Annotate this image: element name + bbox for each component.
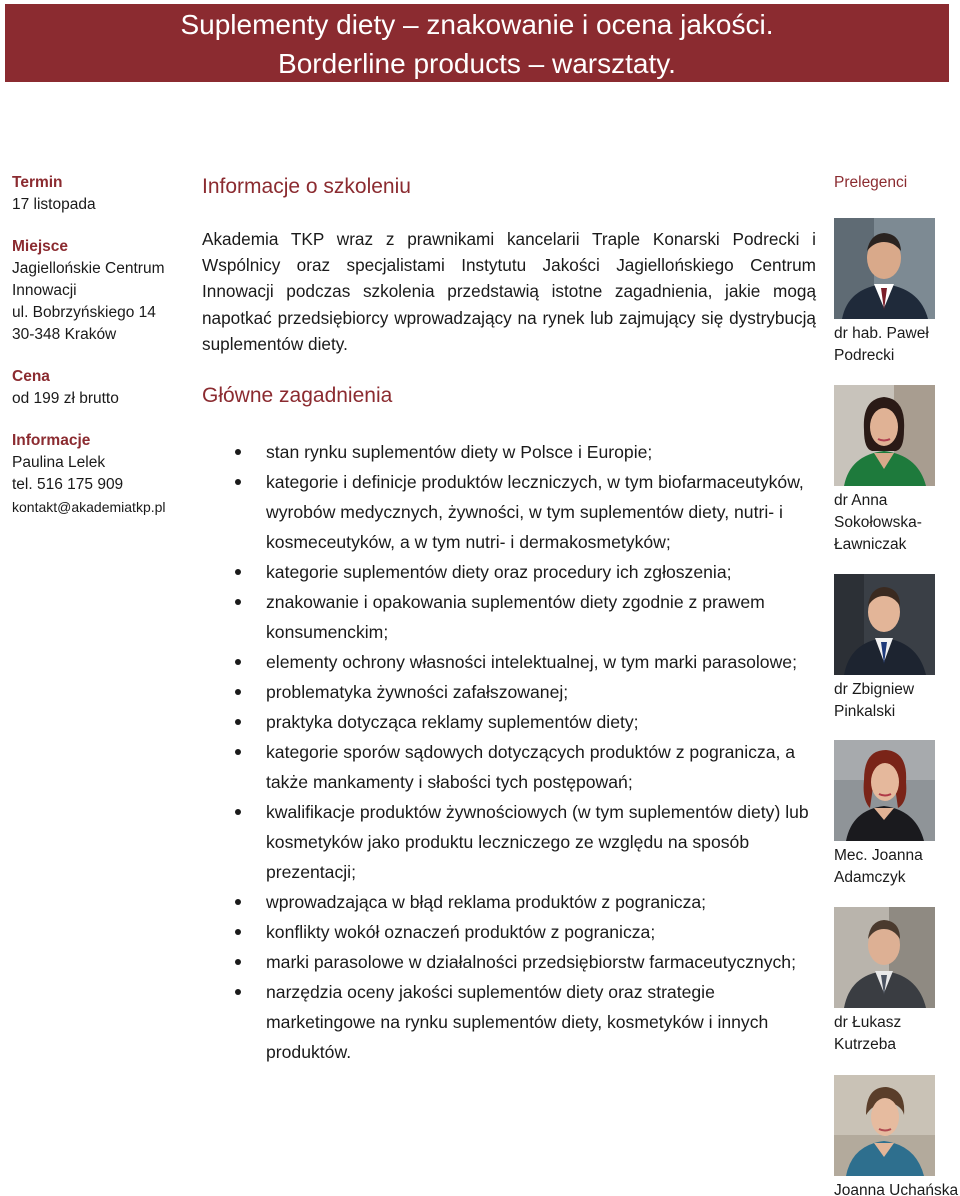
list-item: kategorie suplementów diety oraz procedury ich zgłoszenia; [232,557,812,587]
speaker-name-line: Adamczyk [834,869,906,886]
title-line-1: Suplementy diety – znakowanie i ocena jakości. [180,9,774,40]
intro-paragraph: Akademia TKP wraz z prawnikami kancelarii Traple Konarski Podrecki i Wspólnicy oraz specjalistami Instytutu Jakości Jagiellońskiego Centrum Innowacji podczas szkolenia przedstawią istotne zagadnienia, jakie mogą napotkać przedsiębiorcy wprowadzający na rynek lub zajmujący się dystrybucją suplementów diety. [202,229,816,354]
venue-block [12,236,190,346]
list-item: praktyka dotycząca reklamy suplementów diety; [232,707,812,737]
speaker-photo [834,1075,935,1176]
contact-name: Paulina Lelek [12,454,106,471]
speaker-photo [834,385,935,486]
speaker-name-line: Pinkalski [834,703,896,720]
title-banner [5,4,949,82]
list-item: elementy ochrony własności intelektualnej, w tym marki parasolowe; [232,647,812,677]
section-title-info: Informacje o szkoleniu [202,175,411,198]
section-title-topics: Główne zagadnienia [202,384,393,408]
speaker-photo [834,740,935,841]
speaker-name-line: dr Anna [834,492,888,509]
venue-line: Jagiellońskie Centrum [12,260,165,277]
list-item: kategorie i definicje produktów leczniczych, w tym biofarmaceutyków, wyrobów medycznych, żywności, w tym suplementów diety, nutri- i kosmeceutyków, a w tym nutri- i dermakosmetyków; [232,467,812,557]
speaker-name-line: Ławniczak [834,536,907,553]
main-content [202,172,816,411]
speaker-name-line: Podrecki [834,347,895,364]
speaker-name-line: Mec. Joanna [834,847,923,864]
date-label: Termin [12,174,63,191]
speaker-name-line: dr hab. Paweł [834,325,929,342]
venue-label: Miejsce [12,238,69,255]
speakers-column [834,172,960,1196]
date-value: 17 listopada [12,196,96,213]
venue-line: ul. Bobrzyńskiego 14 [12,304,156,321]
speaker-name-line: dr Łukasz [834,1014,902,1031]
speaker-name-line: Sokołowska- [834,514,922,531]
contact-email: kontakt@akademiatkp.pl [12,499,166,515]
info-sidebar [12,172,190,538]
price-value: od 199 zł brutto [12,390,119,407]
contact-block [12,430,190,518]
speaker-card [834,574,960,723]
list-item: znakowanie i opakowania suplementów diety zgodnie z prawem konsumenckim; [232,587,812,647]
venue-line: Innowacji [12,282,77,299]
contact-phone: tel. 516 175 909 [12,476,124,493]
speaker-card [834,907,960,1056]
list-item: kwalifikacje produktów żywnościowych (w tym suplementów diety) lub kosmetyków jako produktu leczniczego ze względu na sposób prezentacji; [232,797,812,887]
speaker-name-line: Joanna Uchańska [834,1182,959,1196]
speaker-photo [834,907,935,1008]
list-item: marki parasolowe w działalności przedsiębiorstw farmaceutycznych; [232,947,812,977]
speaker-card [834,740,960,889]
speakers-title: Prelegenci [834,174,908,191]
list-item: narzędzia oceny jakości suplementów diety oraz strategie marketingowe na rynku suplementów diety, kosmetyków i innych produktów. [232,977,812,1067]
price-label: Cena [12,368,50,385]
speaker-card [834,1075,960,1196]
list-item: stan rynku suplementów diety w Polsce i Europie; [232,437,812,467]
contact-label: Informacje [12,432,91,449]
price-block [12,366,190,410]
speaker-photo [834,574,935,675]
list-item: wprowadzająca w błąd reklama produktów z pogranicza; [232,887,812,917]
date-block [12,172,190,216]
list-item: kategorie sporów sądowych dotyczących produktów z pogranicza, a także mankamenty i słabości tych postępowań; [232,737,812,797]
speaker-photo [834,218,935,319]
speaker-card [834,218,960,367]
venue-line: 30-348 Kraków [12,326,117,343]
list-item: konflikty wokół oznaczeń produktów z pogranicza; [232,917,812,947]
speaker-name-line: dr Zbigniew [834,681,915,698]
topics-list [232,437,812,1067]
list-item: problematyka żywności zafałszowanej; [232,677,812,707]
title-line-2: Borderline products – warsztaty. [278,48,676,79]
speaker-name-line: Kutrzeba [834,1036,897,1053]
speaker-card [834,385,960,556]
